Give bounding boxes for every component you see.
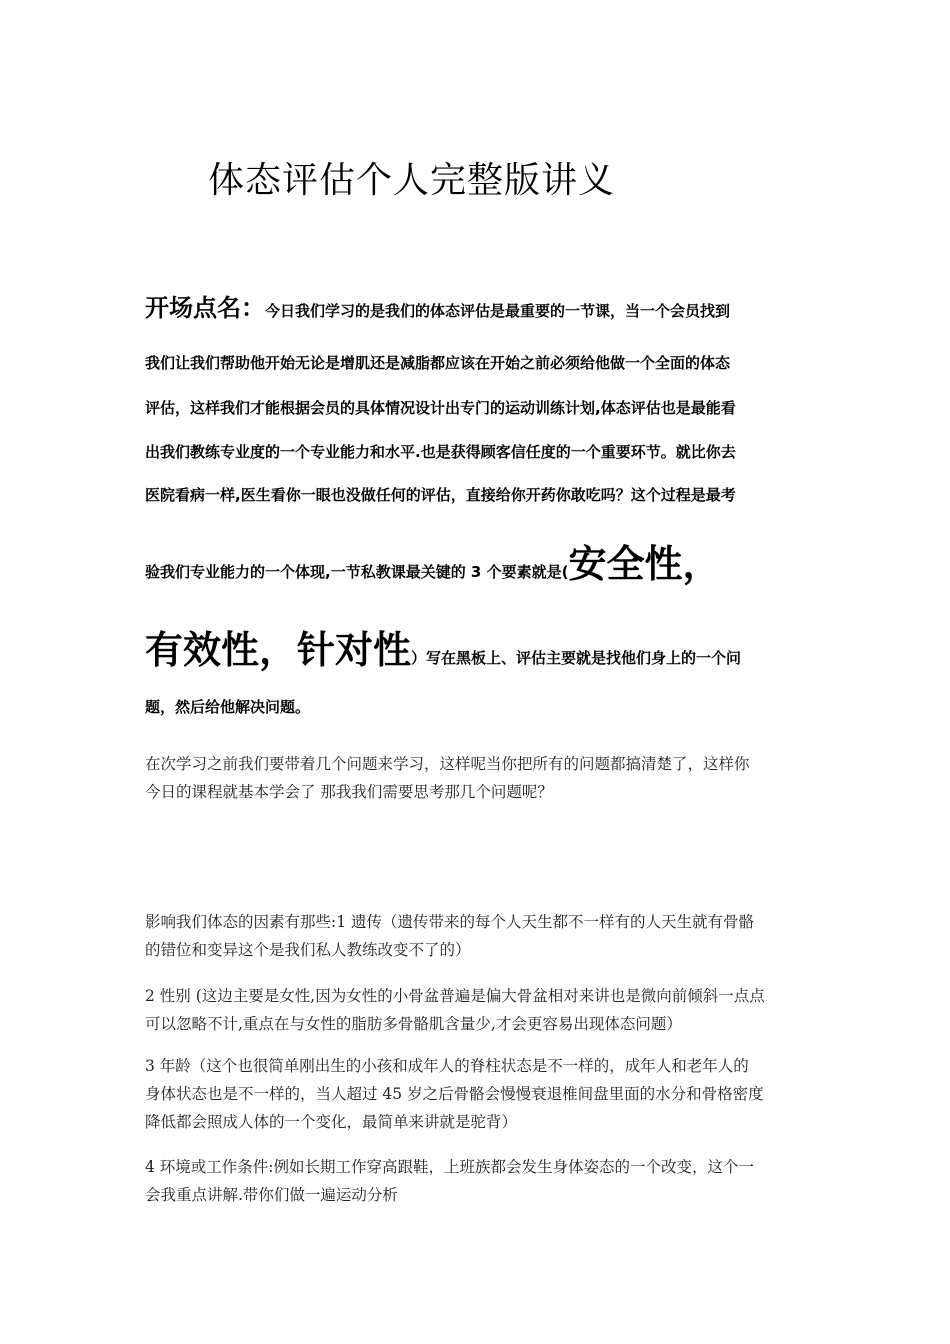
intro-line-2: 我们让我们帮助他开始无论是增肌还是减脂都应该在开始之前必须给他做一个全面的体态 xyxy=(145,354,731,372)
intro-label: 开场点名： xyxy=(145,294,265,322)
document-title: 体态评估个人完整版讲义 xyxy=(208,160,616,201)
factor-genetics: 影响我们体态的因素有那些:1 遗传（遗传带来的每个人天生都不一样有的人天生就有骨骼 的错位和变异这个是我们私人教练改变不了的） xyxy=(145,913,755,959)
intro-line-7: 有效性，针对性）写在黑板上、评估主要就是找他们身上的一个问 xyxy=(145,628,742,672)
factor-gender: 2 性别 (这边主要是女性,因为女性的小骨盆普遍是偏大骨盆相对来讲也是微向前倾斜一点点 可以忽略不计,重点在与女性的脂肪多骨骼肌含量少,才会更容易出现体态问题） xyxy=(145,987,765,1033)
intro-line-1: 开场点名：今日我们学习的是我们的体态评估是最重要的一节课，当一个会员找到 xyxy=(145,294,731,322)
intro-line-8: 题，然后给他解决问题。 xyxy=(145,698,311,716)
key-element-safety: 安全性， xyxy=(568,542,721,586)
intro-line-3: 评估，这样我们才能根据会员的具体情况设计出专门的运动训练计划,体态评估也是最能看 xyxy=(145,399,736,417)
questions-paragraph: 在次学习之前我们要带着几个问题来学习，这样呢当你把所有的问题都搞清楚了，这样你 今日的课程就基本学会了 那我我们需要思考那几个问题呢？ xyxy=(145,755,750,801)
intro-line-5: 医院看病一样,医生看你一眼也没做任何的评估，直接给你开药你敢吃吗？这个过程是最考 xyxy=(145,486,736,504)
intro-line-4: 出我们教练专业度的一个专业能力和水平.也是获得顾客信任度的一个重要环节。就比你去 xyxy=(145,443,736,461)
key-elements-effectiveness-targeting: 有效性，针对性 xyxy=(145,628,412,672)
factor-environment: 4 环境或工作条件:例如长期工作穿高跟鞋，上班族都会发生身体姿态的一个改变，这个一 会我重点讲解.带你们做一遍运动分析 xyxy=(145,1158,755,1204)
factor-age: 3 年龄（这个也很简单刚出生的小孩和成年人的脊柱状态是不一样的，成年人和老年人的 身体状态也是不一样的，当人超过 45 岁之后骨骼会慢慢衰退椎间盘里面的水分和骨格密度 降低都会照成人体的一个变化，最简单来讲就是驼背） xyxy=(145,1057,764,1131)
intro-line-6: 验我们专业能力的一个体现,一节私教课最关键的 3 个要素就是(安全性， xyxy=(145,542,721,586)
